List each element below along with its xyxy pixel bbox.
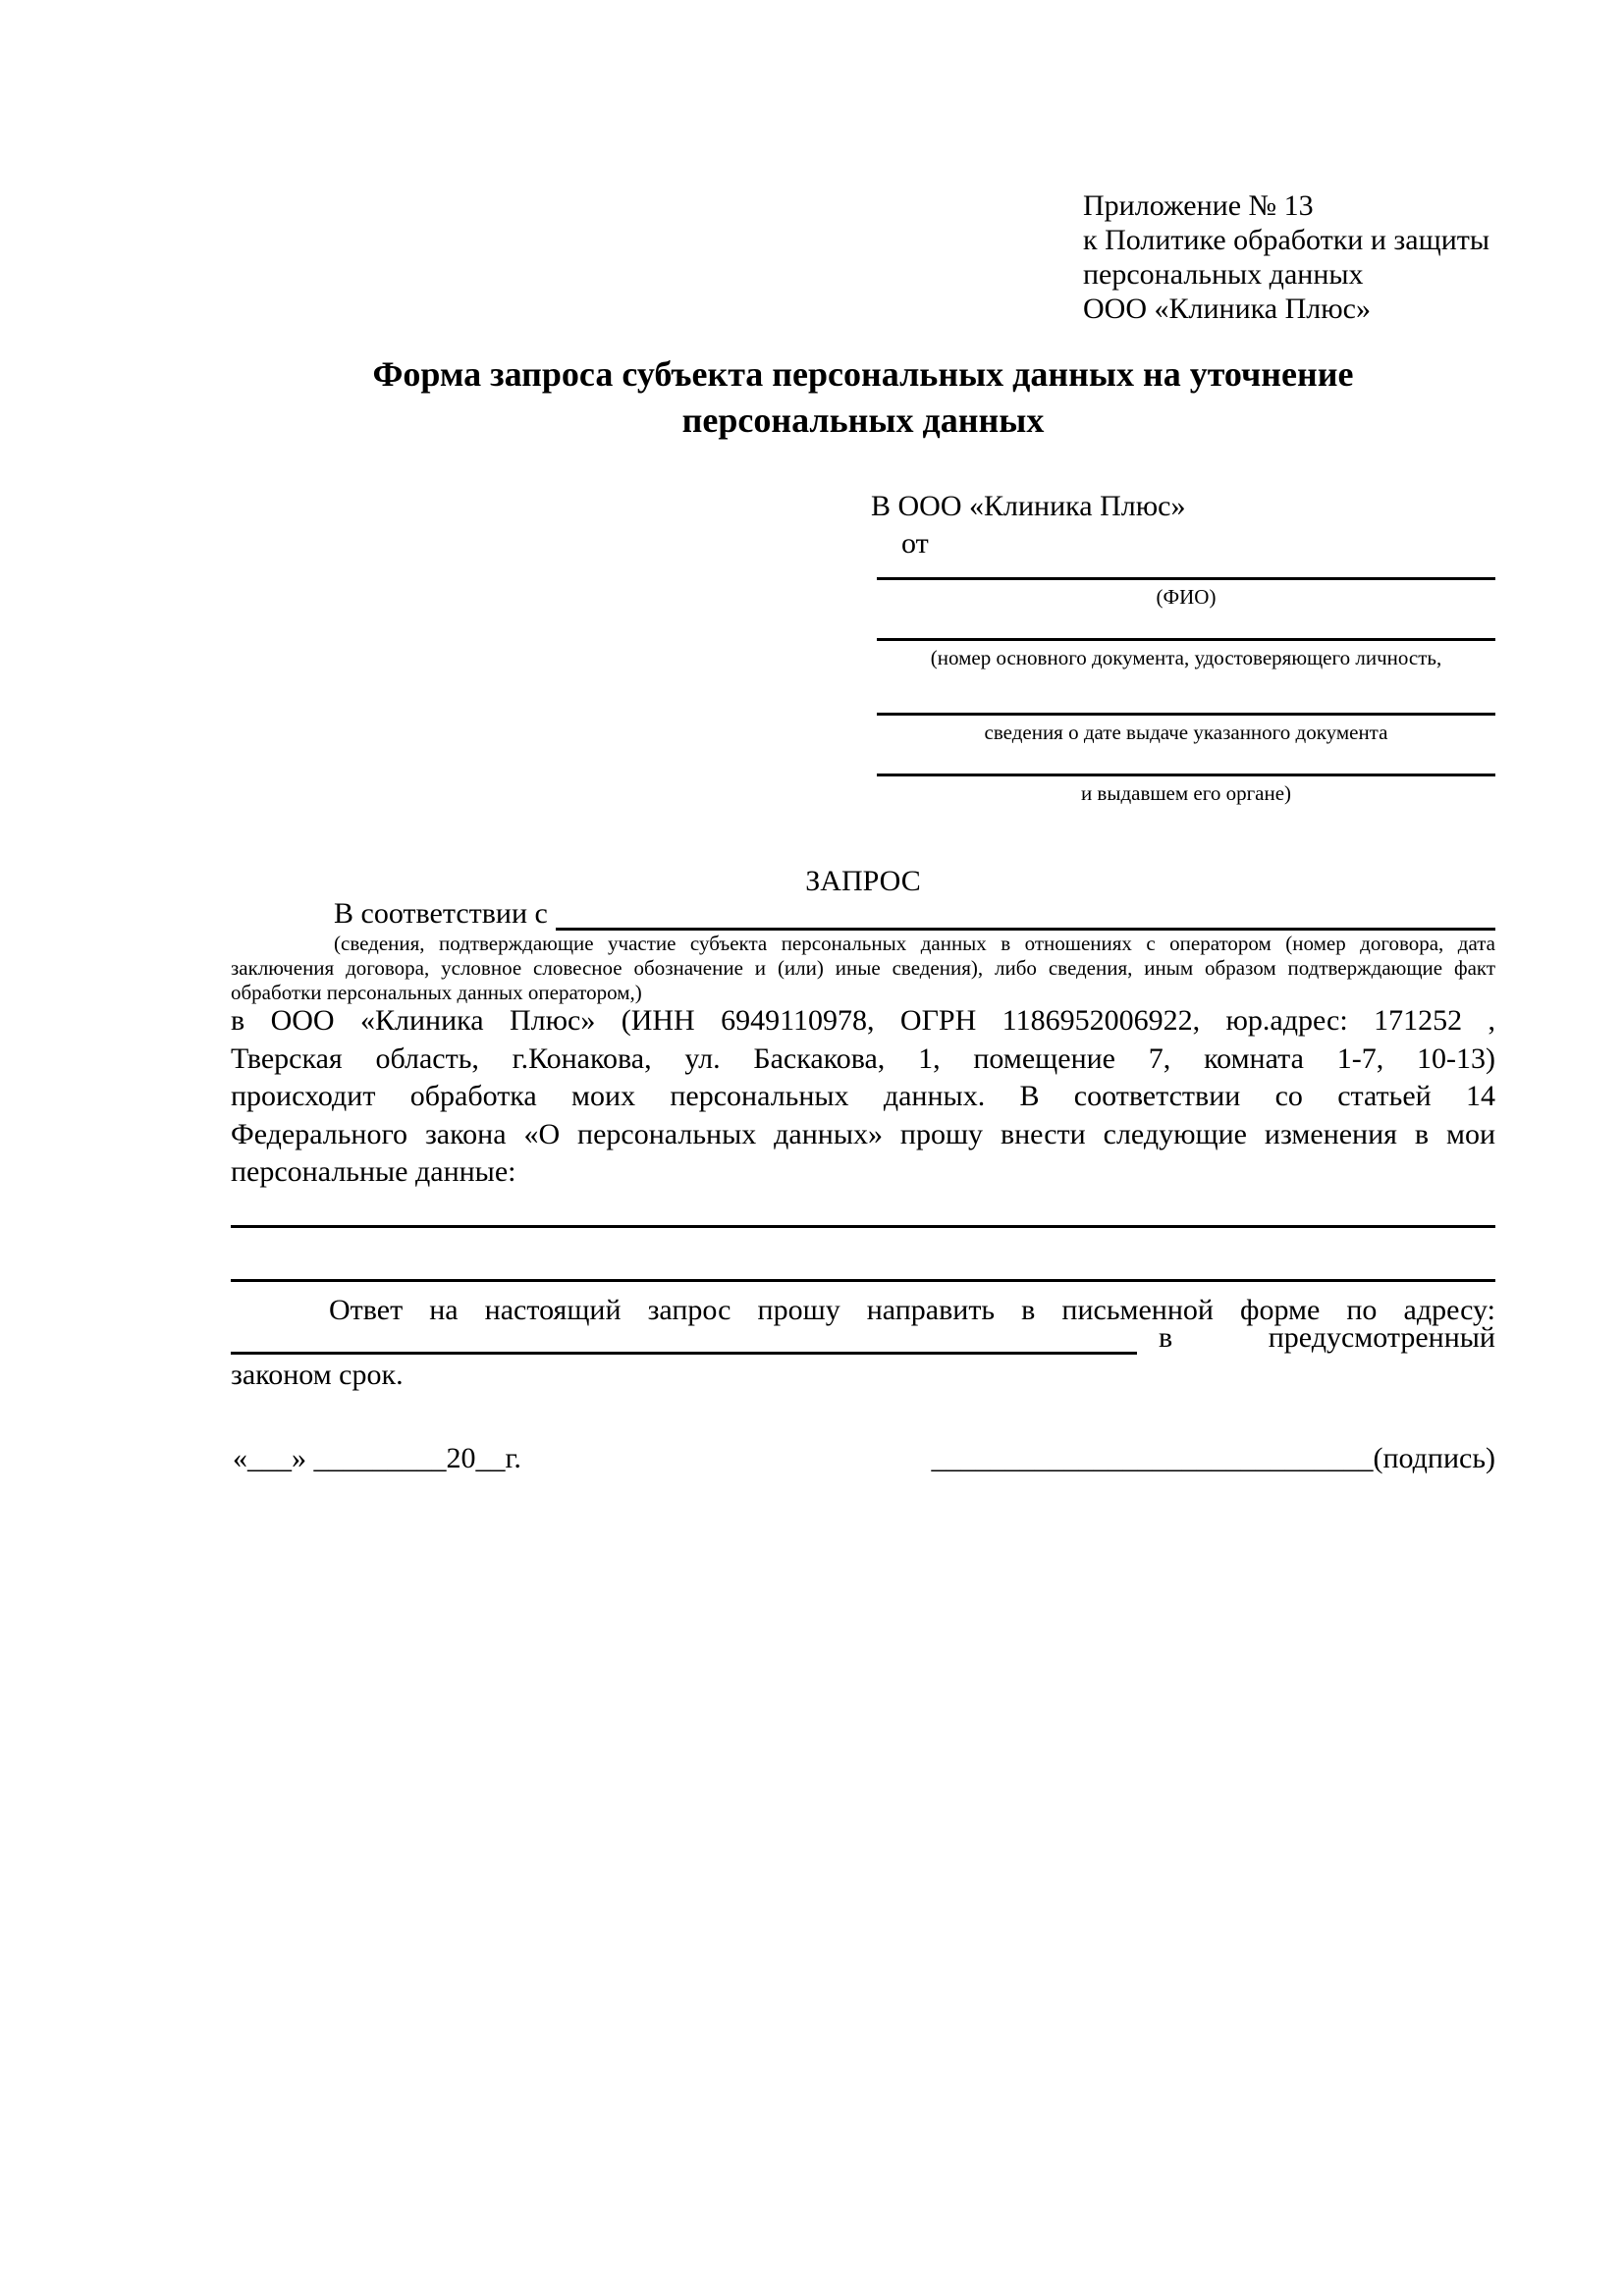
document-number-fill-line <box>877 638 1495 641</box>
issuing-authority-fill-line <box>877 774 1495 776</box>
response-word: в <box>1159 1321 1173 1354</box>
signature-row <box>923 1441 1495 1475</box>
fio-caption: (ФИО) <box>1156 585 1217 609</box>
address-fill-line <box>231 1352 1137 1355</box>
document-number-caption: (номер основного документа, удостоверяющего личность, <box>930 646 1442 669</box>
request-body-line: в ООО «Клиника Плюс» (ИНН 6949110978, ОГРН 1186952006922, юр.адрес: 171252 , <box>231 1004 1495 1037</box>
request-heading: ЗАПРОС <box>805 865 921 897</box>
response-line: законом срок. <box>231 1359 404 1391</box>
form-title <box>231 351 1495 444</box>
blank-write-line <box>231 1225 1495 1228</box>
form-title-line: персональных данных <box>681 400 1045 440</box>
request-body-line: Федерального закона «О персональных данных» прошу внести следующие изменения в мои <box>231 1117 1495 1150</box>
issuing-authority-caption: и выдавшем его органе) <box>1080 781 1292 805</box>
appendix-line: к Политике обработки и защиты <box>1083 224 1490 256</box>
form-title-line: Форма запроса субъекта персональных данных на уточнение <box>372 354 1354 394</box>
intro-prefix: В соответствии с <box>334 897 548 930</box>
response-word: предусмотренный <box>1268 1321 1495 1354</box>
appendix-line: персональных данных <box>1083 258 1364 291</box>
date-blank: «___» _________20__г. <box>233 1442 521 1474</box>
footnote-line: заключения договора, условное словесное обозначение и (или) иные сведения), либо сведения, иным образом подтверждающие факт <box>231 956 1495 980</box>
intro-row <box>231 897 1495 931</box>
footnote-line: обработки персональных данных оператором,) <box>231 981 642 1004</box>
intro-fill-line <box>556 897 1495 931</box>
footnote-line: (сведения, подтверждающие участие субъекта персональных данных в отношениях с оператором (номер договора, дата <box>334 932 1495 955</box>
intro-footnote <box>231 932 1495 1005</box>
appendix-line: ООО «Клиника Плюс» <box>1083 293 1371 325</box>
signature-blank: ______________________________ <box>931 1442 1374 1474</box>
fio-fill-line <box>877 577 1495 580</box>
issue-date-caption: сведения о дате выдаче указанного документа <box>984 721 1388 744</box>
request-body-line: происходит обработка моих персональных данных. В соответствии со статьей 14 <box>231 1080 1495 1112</box>
appendix-line: Приложение № 13 <box>1083 189 1314 222</box>
response-line <box>1159 1321 1495 1355</box>
signature-caption: (подпись) <box>1373 1442 1495 1474</box>
issue-date-fill-line <box>877 713 1495 716</box>
appendix-header <box>1083 188 1489 326</box>
request-body-line: персональные данные: <box>231 1155 516 1188</box>
blank-write-line <box>231 1279 1495 1282</box>
from-label: от <box>901 527 929 560</box>
addressee-organization: В ООО «Клиника Плюс» <box>871 490 1186 522</box>
request-body-line: Тверская область, г.Конакова, ул. Баскакова, 1, помещение 7, комната 1-7, 10-13) <box>231 1041 1495 1075</box>
paragraph-indent <box>231 897 334 931</box>
request-body <box>231 1002 1495 1192</box>
response-line: Ответ на настоящий запрос прошу направить в письменной форме по адресу: <box>329 1294 1495 1326</box>
